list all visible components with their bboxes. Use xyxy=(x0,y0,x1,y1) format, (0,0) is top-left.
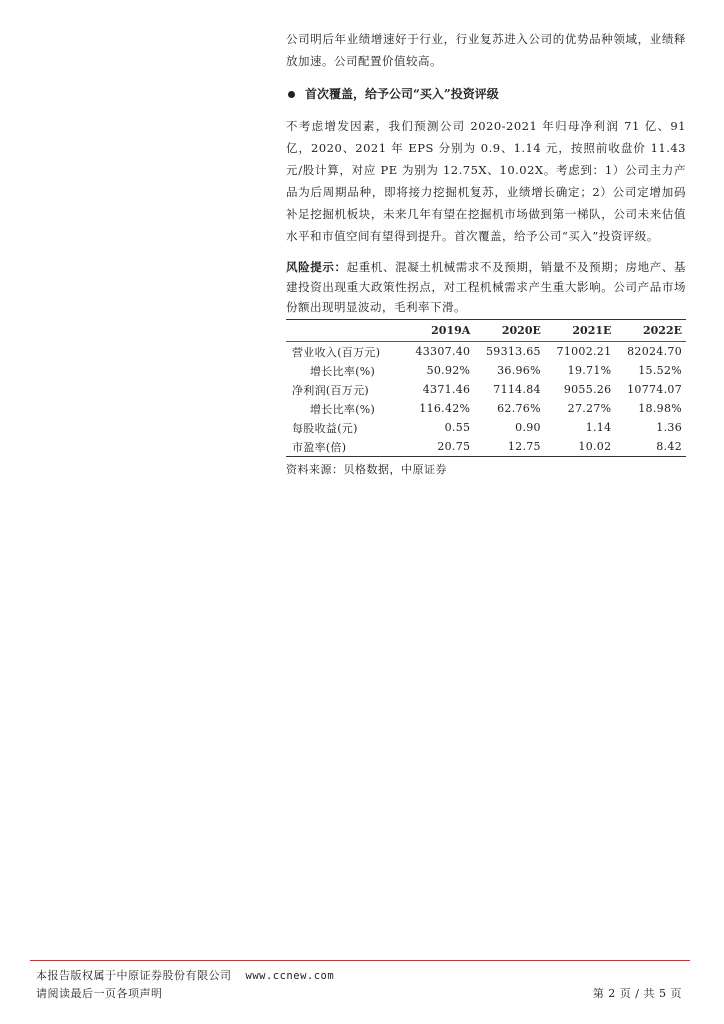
footer-url-link[interactable]: www.ccnew.com xyxy=(245,970,335,982)
table-cell: 0.90 xyxy=(515,421,541,434)
main-content xyxy=(286,28,686,477)
footer-disclaimer: 请阅读最后一页各项声明 xyxy=(36,987,163,1000)
table-header-cell xyxy=(286,320,404,342)
row-label: 增长比率(%) xyxy=(310,364,376,378)
table-row xyxy=(286,361,686,380)
table-cell: 43307.40 xyxy=(415,345,471,358)
table-cell: 116.42% xyxy=(419,402,471,415)
table-cell: 82024.70 xyxy=(627,345,682,358)
row-label: 营业收入(百万元) xyxy=(292,345,381,359)
table-cell: 10.02 xyxy=(545,437,616,457)
table-row xyxy=(286,380,686,399)
table-header-row xyxy=(286,320,686,342)
section-heading-text: 首次覆盖，给予公司“买入”投资评级 xyxy=(305,87,499,101)
table-cell: 62.76% xyxy=(497,402,541,415)
page-number: 第 2 页 / 共 5 页 xyxy=(592,987,682,1000)
table-cell: 20.75 xyxy=(404,437,475,457)
row-label: 增长比率(%) xyxy=(310,402,376,416)
table-cell: 36.96% xyxy=(497,364,541,377)
table-cell: 27.27% xyxy=(567,402,612,415)
table-cell: 59313.65 xyxy=(485,345,541,358)
table-source: 资料来源：贝格数据，中原证券 xyxy=(286,463,447,476)
footer-copyright: 本报告版权属于中原证券股份有限公司 xyxy=(36,969,232,982)
rating-paragraph: 不考虑增发因素，我们预测公司 2020-2021 年归母净利润 71 亿、91 亿，2020、2021 年 EPS 分别为 0.9、1.14 元，按照前收盘价 11.43 元/股计算，对应 PE 为别为 12.75X、10.02X。考虑到：1）公司主力产品为后周期品种，即将接力挖掘机复苏，业绩增长确定；2）公司定增加码补足挖掘机板块，未来几年有望在挖掘机市场做到第一梯队，公司未来估值水平和市值空间有望得到提升。首次覆盖，给予公司“买入”投资评级。 xyxy=(286,119,686,243)
table-cell: 7114.84 xyxy=(493,383,541,396)
row-label: 净利润(百万元) xyxy=(292,383,369,397)
table-header-cell: 2020E xyxy=(474,320,545,342)
financial-forecast-table xyxy=(286,319,686,457)
bullet-icon xyxy=(288,91,295,98)
footer-line-1 xyxy=(36,967,682,983)
table-cell: 19.71% xyxy=(567,364,612,377)
table-cell: 0.55 xyxy=(444,421,471,434)
risk-paragraph xyxy=(286,257,686,317)
table-cell: 12.75 xyxy=(474,437,545,457)
table-cell: 1.36 xyxy=(656,421,682,434)
table-row xyxy=(286,418,686,437)
table-row xyxy=(286,399,686,418)
table-cell: 10774.07 xyxy=(627,383,682,396)
row-label: 每股收益(元) xyxy=(292,421,358,435)
footer-divider xyxy=(30,960,690,961)
table-cell: 15.52% xyxy=(638,364,682,377)
table-header-cell: 2022E xyxy=(615,320,686,342)
table-cell: 1.14 xyxy=(585,421,612,434)
row-label: 市盈率(倍) xyxy=(286,437,404,457)
footer-line-2 xyxy=(36,985,682,1001)
table-cell: 50.92% xyxy=(426,364,471,377)
table-row xyxy=(286,437,686,457)
table-header-cell: 2021E xyxy=(545,320,616,342)
table-row xyxy=(286,342,686,362)
table-cell: 8.42 xyxy=(615,437,686,457)
section-heading xyxy=(286,84,686,104)
table-header-cell: 2019A xyxy=(404,320,475,342)
table-cell: 4371.46 xyxy=(422,383,471,396)
intro-paragraph: 公司明后年业绩增速好于行业，行业复苏进入公司的优势品种领域，业绩释放加速。公司配置价值较高。 xyxy=(286,32,686,68)
table-cell: 71002.21 xyxy=(556,345,612,358)
risk-label: 风险提示： xyxy=(286,260,347,274)
table-cell: 9055.26 xyxy=(563,383,612,396)
risk-text: 起重机、混凝土机械需求不及预期，销量不及预期；房地产、基建投资出现重大政策性拐点，对工程机械需求产生重大影响。公司产品市场份额出现明显波动，毛利率下滑。 xyxy=(286,260,686,314)
table-cell: 18.98% xyxy=(638,402,682,415)
